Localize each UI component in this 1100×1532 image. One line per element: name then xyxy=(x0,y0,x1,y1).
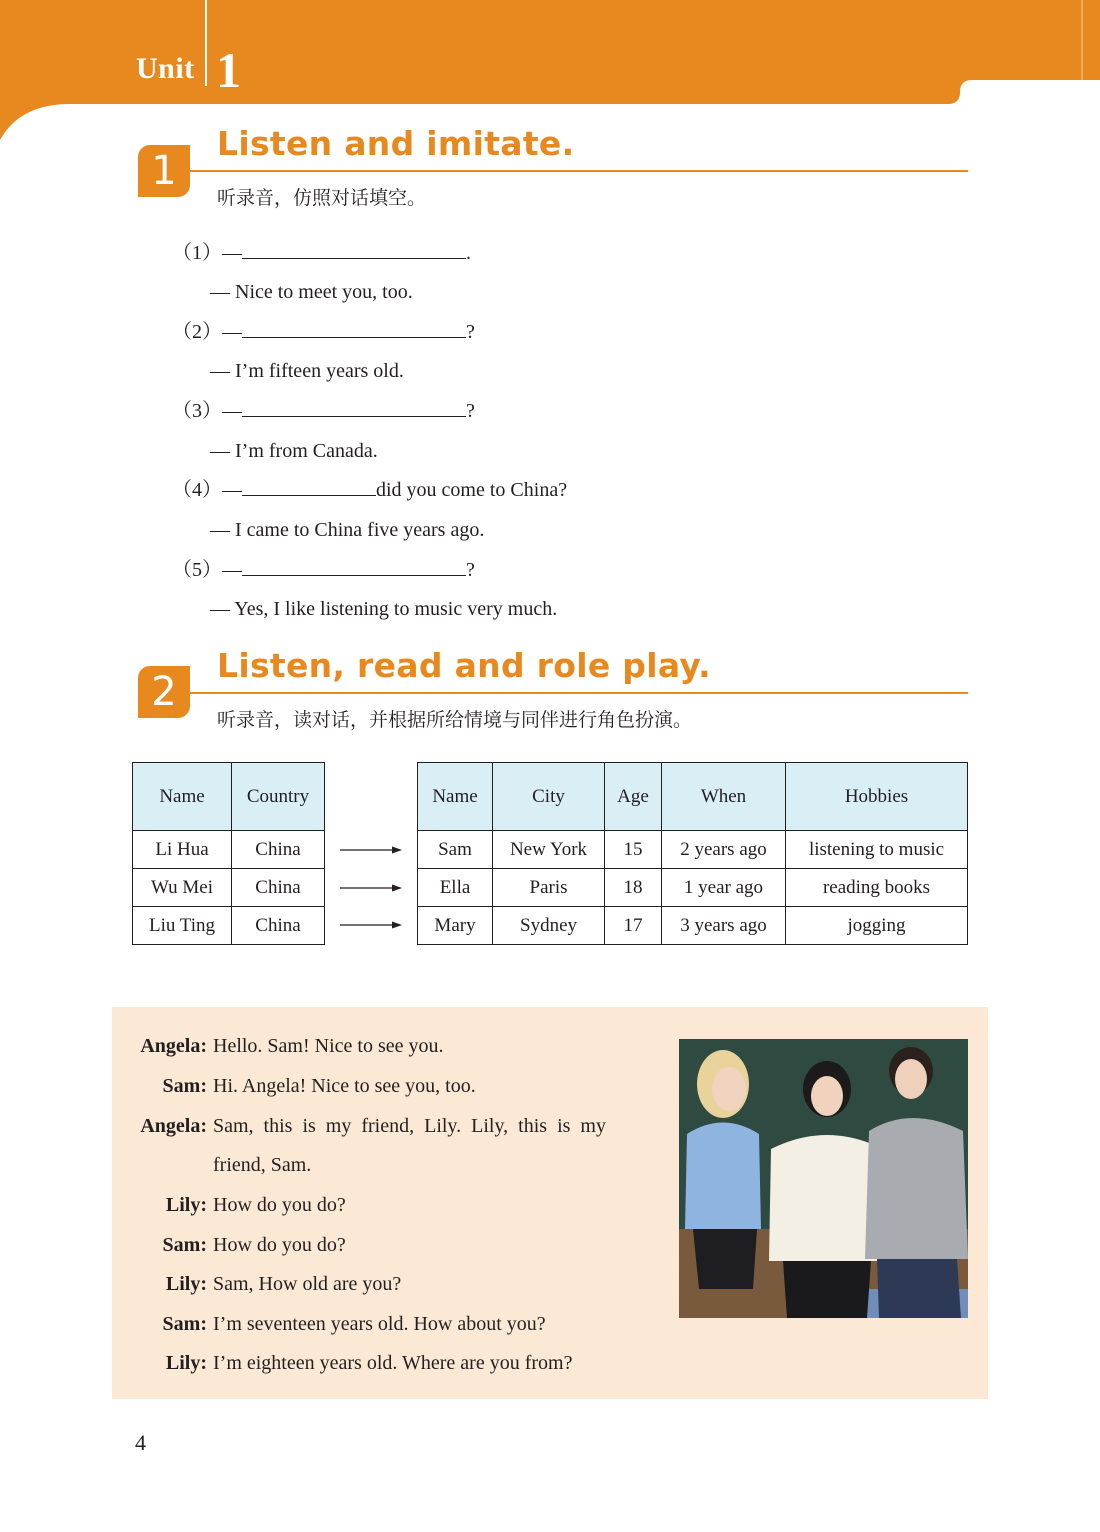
dialogue-line: Sam, How old are you? xyxy=(213,1273,402,1295)
table-cell: New York xyxy=(493,831,605,869)
exercise-response: — Yes, I like listening to music very much. xyxy=(210,598,558,620)
question-tail: ? xyxy=(466,559,475,581)
dialogue-line: I’m seventeen years old. How about you? xyxy=(213,1313,546,1335)
dialogue-line: How do you do? xyxy=(213,1194,346,1216)
table-cell: Mary xyxy=(418,907,493,945)
table-cell: reading books xyxy=(786,869,968,907)
table-cell: Sam xyxy=(418,831,493,869)
students-photo xyxy=(679,1039,968,1318)
dialogue-speaker: Lily: xyxy=(165,1273,207,1295)
dialogue-speaker: Angela: xyxy=(140,1115,207,1137)
exercise-response: — I came to China five years ago. xyxy=(210,519,485,541)
unit-number: 1 xyxy=(216,42,241,98)
table-header-cell: City xyxy=(493,763,605,831)
section-1-title: Listen and imitate. xyxy=(217,124,575,163)
table-cell: 1 year ago xyxy=(662,869,786,907)
dialogue-speaker: Sam: xyxy=(162,1313,207,1335)
arrow-right-icon xyxy=(340,883,402,893)
table-cell: China xyxy=(232,831,325,869)
role-info-table xyxy=(417,762,968,945)
section-2-rule xyxy=(190,692,968,694)
table-cell: China xyxy=(232,869,325,907)
table-header-cell: When xyxy=(662,763,786,831)
section-2-subtitle: 听录音，读对话，并根据所给情境与同伴进行角色扮演。 xyxy=(217,709,693,731)
table-cell: 15 xyxy=(605,831,662,869)
answer-blank[interactable] xyxy=(242,240,466,259)
exercise-question xyxy=(172,557,475,583)
table-cell: Liu Ting xyxy=(133,907,232,945)
table-row xyxy=(418,831,968,869)
table-header-cell: Hobbies xyxy=(786,763,968,831)
question-number: （2）— xyxy=(172,321,242,343)
dialogue-line: How do you do? xyxy=(213,1234,346,1256)
question-number: （1）— xyxy=(172,242,242,264)
answer-blank[interactable] xyxy=(242,477,376,496)
exercise-question xyxy=(172,477,567,503)
table-cell: 18 xyxy=(605,869,662,907)
table-cell: Paris xyxy=(493,869,605,907)
dialogue-line: Hello. Sam! Nice to see you. xyxy=(213,1035,444,1057)
table-cell: China xyxy=(232,907,325,945)
question-tail: ? xyxy=(466,321,475,343)
table-cell: 2 years ago xyxy=(662,831,786,869)
dialogue-speaker: Lily: xyxy=(165,1194,207,1216)
dialogue-line: I’m eighteen years old. Where are you from? xyxy=(213,1352,573,1374)
table-header-cell: Country xyxy=(232,763,325,831)
page-number: 4 xyxy=(135,1430,146,1455)
dialogue-line: Sam, this is my friend, Lily. Lily, this is my xyxy=(213,1115,606,1137)
question-number: （3）— xyxy=(172,400,242,422)
table-row xyxy=(133,869,325,907)
table-cell: Li Hua xyxy=(133,831,232,869)
unit-header-banner xyxy=(0,0,1100,140)
answer-blank[interactable] xyxy=(242,398,466,417)
dialogue-line: Hi. Angela! Nice to see you, too. xyxy=(213,1075,476,1097)
exercise-question xyxy=(172,398,475,424)
table-row xyxy=(418,869,968,907)
table-header-cell: Name xyxy=(133,763,232,831)
exercise-response: — I’m from Canada. xyxy=(210,440,378,462)
table-cell: Ella xyxy=(418,869,493,907)
dialogue-speaker: Angela: xyxy=(140,1035,207,1057)
table-header-cell: Age xyxy=(605,763,662,831)
exercise-response: — Nice to meet you, too. xyxy=(210,281,413,303)
student-table xyxy=(132,762,325,945)
section-2-badge: 2 xyxy=(138,666,190,718)
answer-blank[interactable] xyxy=(242,557,466,576)
question-tail: ? xyxy=(466,400,475,422)
exercise-question xyxy=(172,319,475,345)
table-row xyxy=(133,907,325,945)
dialogue-speaker: Lily: xyxy=(165,1352,207,1374)
unit-label: Unit xyxy=(136,52,195,85)
table-row xyxy=(418,907,968,945)
dialogue-line: friend, Sam. xyxy=(213,1154,312,1176)
question-tail: did you come to China? xyxy=(376,479,568,501)
question-tail: . xyxy=(466,242,471,264)
dialogue-speaker: Sam: xyxy=(162,1075,207,1097)
table-row xyxy=(133,831,325,869)
table-cell: Sydney xyxy=(493,907,605,945)
table-cell: jogging xyxy=(786,907,968,945)
question-number: （5）— xyxy=(172,559,242,581)
table-header-cell: Name xyxy=(418,763,493,831)
table-cell: Wu Mei xyxy=(133,869,232,907)
question-number: （4）— xyxy=(172,479,242,501)
section-1-rule xyxy=(190,170,968,172)
table-cell: 3 years ago xyxy=(662,907,786,945)
table-cell: 17 xyxy=(605,907,662,945)
answer-blank[interactable] xyxy=(242,319,466,338)
section-1-subtitle: 听录音，仿照对话填空。 xyxy=(217,187,427,209)
dialogue-speaker: Sam: xyxy=(162,1234,207,1256)
table-cell: listening to music xyxy=(786,831,968,869)
arrow-right-icon xyxy=(340,920,402,930)
arrow-right-icon xyxy=(340,845,402,855)
exercise-question xyxy=(172,240,471,266)
exercise-response: — I’m fifteen years old. xyxy=(210,360,404,382)
section-1-badge: 1 xyxy=(138,145,190,197)
section-2-title: Listen, read and role play. xyxy=(217,646,711,685)
